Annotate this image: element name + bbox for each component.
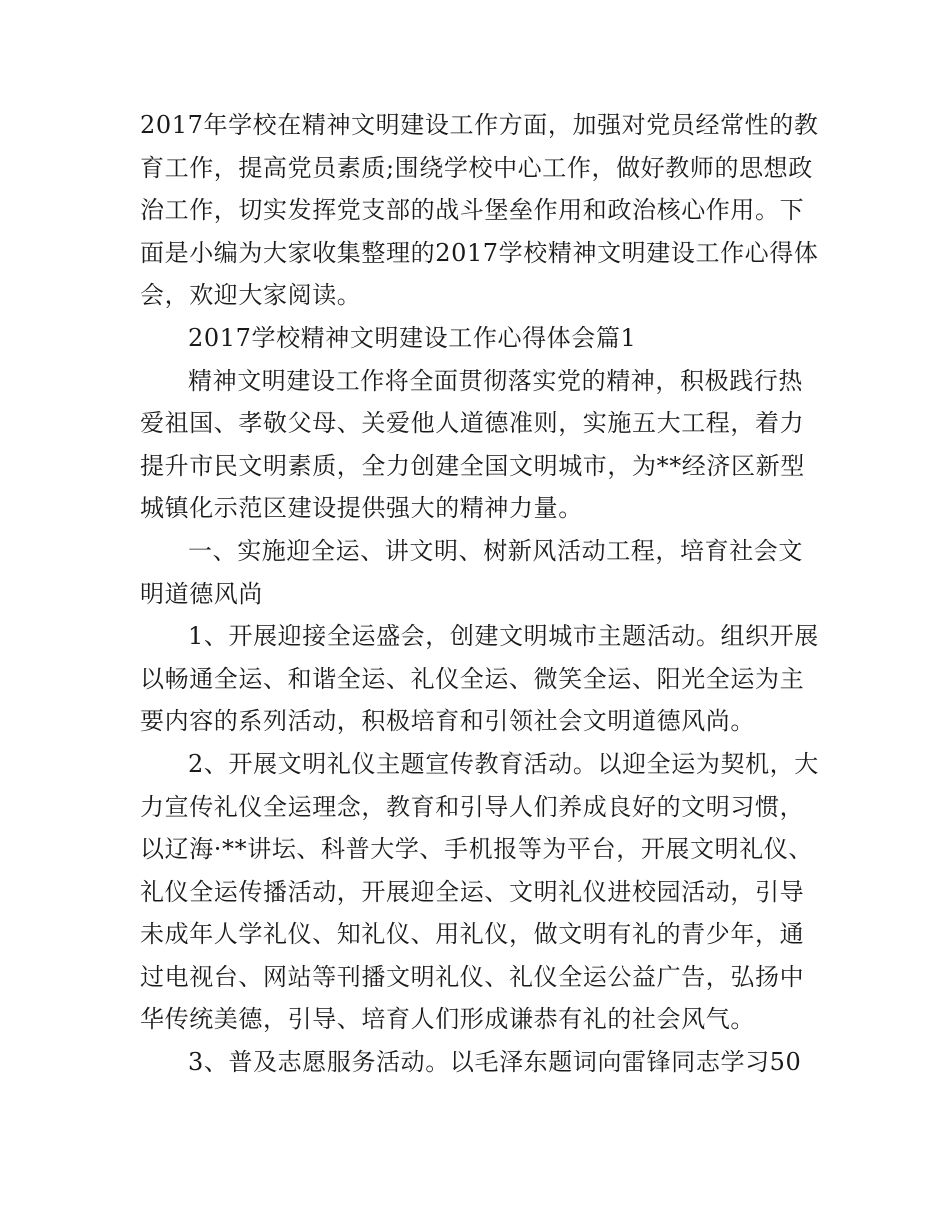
intro-paragraph: 2017年学校在精神文明建设工作方面，加强对党员经常性的教育工作，提高党员素质;围绕学校中心工作，做好教师的思想政治工作，切实发挥党支部的战斗堡垒作用和政治核心作用。下面是小编为大家收集整理的2017学校精神文明建设工作心得体会，欢迎大家阅读。 (140, 111, 819, 310)
body-paragraph-1: 精神文明建设工作将全面贯彻落实党的精神，积极践行热爱祖国、孝敬父母、关爱他人道德准则，实施五大工程，着力提升市民文明素质，全力创建全国文明城市，为**经济区新型城镇化示范区建设提供强大的精神力量。 (140, 366, 805, 523)
body-paragraph-2: 1、开展迎接全运盛会，创建文明城市主题活动。组织开展以畅通全运、和谐全运、礼仪全运、微笑全运、阳光全运为主要内容的系列活动，积极培育和引领社会文明道德风尚。 (140, 622, 819, 736)
body-paragraph-4: 3、普及志愿服务活动。以毛泽东题词向雷锋同志学习50 (188, 1048, 802, 1077)
document-body (140, 104, 820, 1084)
section-heading-1: 一、实施迎全运、讲文明、树新风活动工程，培育社会文明道德风尚 (140, 536, 803, 608)
body-paragraph-3: 2、开展文明礼仪主题宣传教育活动。以迎全运为契机，大力宣传礼仪全运理念，教育和引导人们养成良好的文明习惯，以辽海·**讲坛、科普大学、手机报等为平台，开展文明礼仪、礼仪全运传播活动，开展迎全运、文明礼仪进校园活动，引导未成年人学礼仪、知礼仪、用礼仪，做文明有礼的青少年，通过电视台、网站等刊播文明礼仪、礼仪全运公益广告，弘扬中华传统美德，引导、培育人们形成谦恭有礼的社会风气。 (140, 749, 819, 1034)
article-title: 2017学校精神文明建设工作心得体会篇1 (188, 323, 637, 352)
